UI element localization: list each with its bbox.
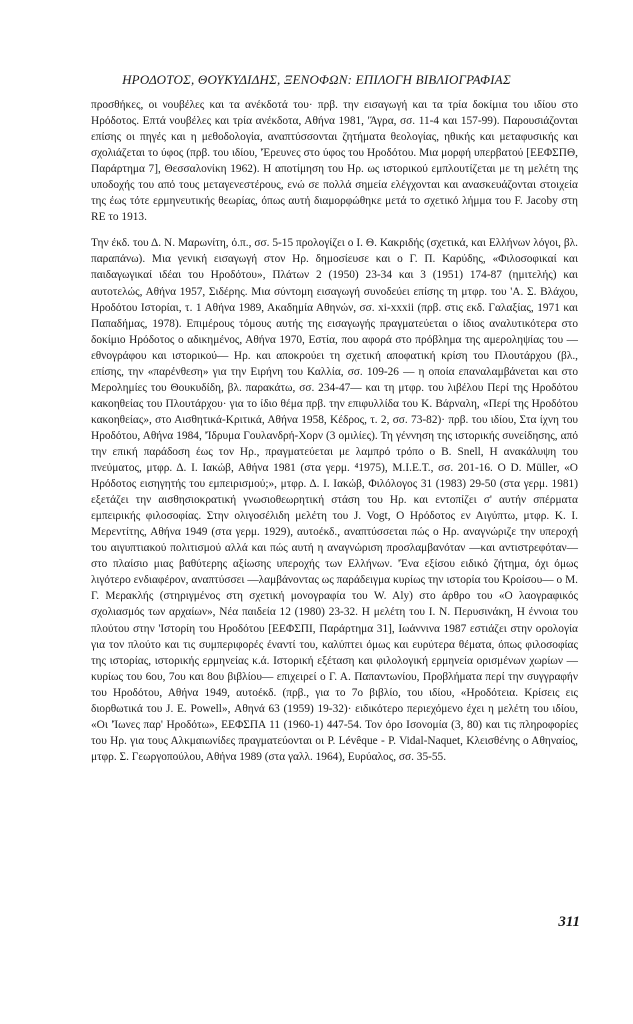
paragraph-2: Την έκδ. του Δ. Ν. Μαρωνίτη, ό.π., σσ. 5-15 προλογίζει ο Ι. Θ. Κακριδής (σχετικά, και Ελλήνων λόγοι, βλ. παραπάνω). Μια γενική εισαγωγή στον Ηρ. δημοσίευσε και ο Γ. Π. Καρύδης, «Φιλοσοφικαί και παιδαγωγικαί ιδέαι του Ηροδότου», Πλάτων 2 (1950) 23-34 και 3 (1951) 174-87 (ημιτελής) και αυτοτελώς, Αθήνα 1957, Σιδέρης. Μια σύντομη εισαγωγή συνοδεύει επίσης τη μτφρ. του 'Α. Σ. Βλάχου, Ηροδότου Ιστορίαι, τ. 1 Αθήνα 1989, Ακαδημία Αθηνών, σσ. xi-xxxii (πρβ. στις εκδ. Γαλαξίας, 1971 και Παπαδήμας, 1978). Επιμέρους τόμους αυτής της εισαγωγής πραγματεύεται ο ίδιος αναλυτικότερα στο δοκίμιο Ηρόδοτος ο αδικημένος, Αθήνα 1970, Εστία, που αφορά στο πρόβλημα της αμεροληψίας του —εθνογράφου και ιστορικού— Ηρ. και αποκρούει τη σχετική αποφατική κρίση του Πλουτάρχου (βλ., επίσης, την «παρένθεση» για την Ειρήνη του Καλλία, σσ. 109-26 — η οποία επαναλαμβάνεται και στο Μερολημίες του Θουκυδίδη, βλ. παρακάτω, σσ. 234-47— και τη μτφρ. του λιβέλου Περί της Ηροδότου κακοηθείας του Πλουτάρχου· για το ίδιο θέμα πρβ. την επιφυλλίδα του Κ. Βάρναλη, «Περί της Ηροδότου κακοηθείας», στο Αισθητικά-Κριτικά, Αθήνα 1958, Κέδρος, τ. 2, σσ. 73-82)· πρβ. του ιδίου, Στα ίχνη του Ηροδότου, Αθήνα 1984, 'Ίδρυμα Γουλανδρή-Χορν (3 ομιλίες). Τη γέννηση της ιστορικής συνείδησης, από την επική παράδοση έως τον Ηρ., πραγματεύεται με λαμπρό τρόπο ο B. Snell, Η ανακάλυψη του πνεύματος, μτφρ. Δ. Ι. Ιακώβ, Αθήνα 1981 (στα γερμ. ⁴1975), Μ.Ι.Ε.Τ., σσ. 201-16. O D. Müller, «Ο Ηρόδοτος εισηγητής του εμπειρισμού;», μτφρ. Δ. Ι. Ιακώβ, Φιλόλογος 31 (1983) 29-50 (στα γερμ. 1981) εξετάζει την αισθησιοκρατική γνωσιοθεωρητική στάση του Ηρ. και εντοπίζει σ' αυτήν σπέρματα εμπειρικής φιλοσοφίας. Στην ολιγοσέλιδη μελέτη του J. Vogt, Ο Ηρόδοτος εν Αιγύπτω, μτφρ. Κ. Ι. Μερεντίτης, Αθήνα 1949 (στα γερμ. 1929), αυτοέκδ., αναπτύσσεται πώς ο Ηρ. αναγνώριζε την υπεροχή του αιγυπτιακού πολιτισμού αλλά και πώς αυτή η αναγνώριση προσλαμβανόταν —και αντιστρεφόταν— στο πλαίσιο μιας βαθύτερης αξίωσης υπεροχής των Ελλήνων. 'Ένα εξίσου ειδικό ζήτημα, όχι όμως λιγότερο ενδιαφέρον, αναπτύσσει —λαμβάνοντας ως παράδειγμα κυρίως την ιστορία του Κροίσου— ο Μ. Γ. Μερακλής (στηριγμένος στη σχετική μονογραφία του W. Aly) στο άρθρο του «Ο λαογραφικός σχολιασμός των αρχαίων», Νέα παιδεία 12 (1980) 23-32. Η μελέτη του Ι. Ν. Περυσινάκη, Η έννοια του πλούτου στην 'Ιστορίη του Ηροδότου [ΕΕΦΣΠΙ, Παράρτημα 31], Ιωάννινα 1987 εστιάζει στην ορολογία για τον πλούτο και τις συμπεριφορές έναντί του, καλύπτει όμως και ευρύτερα θέματα, όπως φιλοσοφίας της ιστορίας, ιστορικής ερμηνείας κ.ά. Ιστορική εξέταση και φιλολογική ερμηνεία ορισμένων χωρίων —κυρίως του 6ου, 7ου και 8ου βιβλίου— επιχειρεί ο Γ. Α. Παπαντωνίου, Προβλήματα περί την συγγραφήν του Ηροδότου, Αθήνα 1949, αυτοέκδ. (πρβ., για το 7ο βιβλίο, του ιδίου, «Ηροδότεια. Κρίσεις εις διορθωτικά του J. E. Powell», Αθηνά 63 (1959) 19-32)· ειδικότερο περιεχόμενο έχει η μελέτη του ιδίου, «Οι 'Ίωνες παρ' Ηροδότω», ΕΕΦΣΠΑ 11 (1960-1) 447-54. Τον όρο Ισονομία (3, 80) και τις πληροφορίες του Ηρ. για τους Αλκμαιωνίδες πραγματεύονται οι P. Lévêque - P. Vidal-Naquet, Κλεισθένης ο Αθηναίος, μτφρ. Σ. Γεωργοπούλου, Αθήνα 1989 (στα γαλλ. 1964), Ευρύαλος, σσ. 35-55. xyxy=(91,237,578,763)
body-text xyxy=(91,97,578,765)
running-header: ΗΡΟΔΟΤΟΣ, ΘΟΥΚΥΔΙΔΗΣ, ΞΕΝΟΦΩΝ: ΕΠΙΛΟΓΗ ΒΙΒΛΙΟΓΡΑΦΙΑΣ xyxy=(122,72,511,87)
page-number: 311 xyxy=(558,914,580,930)
paragraph-1: προσθήκες, οι νουβέλες και τα ανέκδοτά του· πρβ. την εισαγωγή και τα τρία δοκίμια του ιδίου στο Ηρόδοτος. Επτά νουβέλες και τρία ανέκδοτα, Αθήνα 1981, 'Άγρα, σσ. 11-4 και 157-99). Παρουσιάζονται επίσης οι πηγές και η μεθοδολογία, αναπτύσσονται ζητήματα θεολογίας, ηθικής και μεταφυσικής και σχολιάζεται το ύφος (πρβ. του ιδίου, 'Έρευνες στο ύφος του Ηροδότου. Μια μορφή υπερβατού [ΕΕΦΣΠΘ, Παράρτημα 7], Θεσσαλονίκη 1962). Η αποτίμηση του Ηρ. ως ιστορικού εμπλουτίζεται με τη μελέτη της υποδοχής του από τους μεταγενεστέρους, ενώ σε πολλά σημεία ελέγχονται και ανασκευάζονται στοιχεία της έως τότε ερμηνευτικής θεωρίας, όπως αυτή διαμορφώθηκε μετά το σχετικό λήμμα του F. Jacoby στη RE το 1913. xyxy=(91,99,578,224)
